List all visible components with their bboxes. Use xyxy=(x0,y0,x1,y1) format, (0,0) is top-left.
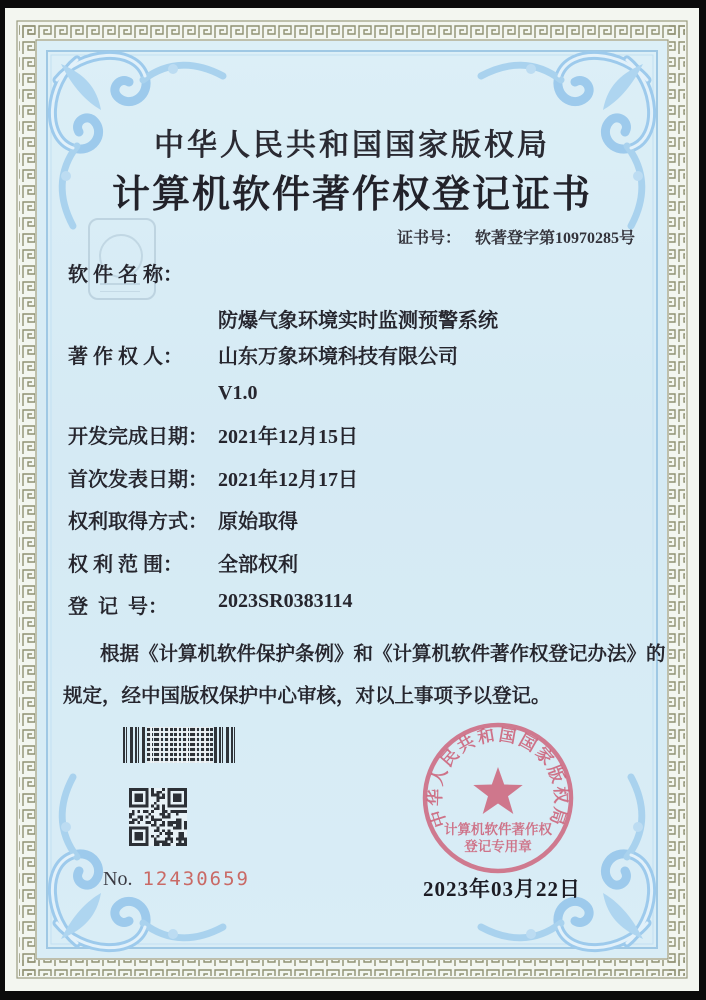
qr-module xyxy=(179,835,182,838)
seal-ring-text: 中华人民共和国国家版权局 xyxy=(425,725,571,830)
qr-module xyxy=(157,807,160,810)
qr-module xyxy=(143,810,146,813)
field-value: 山东万象环境科技有限公司 xyxy=(218,346,458,368)
qr-module xyxy=(151,824,154,827)
qr-module xyxy=(157,840,160,843)
qr-code xyxy=(129,788,187,846)
field-row-copyright-owner xyxy=(68,340,458,369)
qr-module xyxy=(165,810,168,813)
qr-module xyxy=(165,840,168,843)
qr-module xyxy=(151,818,154,821)
field-label: 权利取得方式： xyxy=(68,511,208,533)
qr-module xyxy=(157,835,160,838)
qr-module xyxy=(170,838,173,841)
qr-module xyxy=(170,840,173,843)
qr-module xyxy=(157,791,160,794)
field-label: 软 件 名 称： xyxy=(68,264,183,286)
qr-module xyxy=(168,821,171,824)
qr-module xyxy=(146,816,149,819)
qr-module xyxy=(168,816,171,819)
qr-module xyxy=(151,816,154,819)
certificate-number-value: 软著登字第10970285号 xyxy=(474,230,635,247)
qr-module xyxy=(179,821,182,824)
authority-title: 中华人民共和国国家版权局 xyxy=(154,129,550,162)
qr-module xyxy=(162,813,165,816)
field-label: 首次发表日期： xyxy=(68,469,208,491)
qr-module xyxy=(157,843,160,846)
qr-module xyxy=(162,805,165,808)
field-label: 开发完成日期： xyxy=(68,426,208,448)
qr-module xyxy=(137,821,140,824)
qr-module xyxy=(181,843,184,846)
qr-module xyxy=(151,791,154,794)
serial-number: 12430659 xyxy=(142,868,250,890)
field-value: 全部权利 xyxy=(218,554,298,576)
field-row-acquisition-method xyxy=(68,505,298,534)
qr-module xyxy=(170,832,173,835)
qr-module xyxy=(129,813,132,816)
qr-module xyxy=(148,821,151,824)
certificate-page xyxy=(5,8,699,991)
qr-module xyxy=(173,810,176,813)
software-version: V1.0 xyxy=(218,382,258,404)
qr-module xyxy=(162,824,165,827)
qr-module xyxy=(176,827,179,830)
qr-module xyxy=(140,818,143,821)
qr-module xyxy=(154,818,157,821)
qr-module xyxy=(184,821,187,824)
qr-module xyxy=(159,818,162,821)
qr-module xyxy=(154,838,157,841)
qr-module xyxy=(176,824,179,827)
qr-module xyxy=(162,843,165,846)
qr-module xyxy=(154,843,157,846)
qr-module xyxy=(154,821,157,824)
qr-module xyxy=(173,827,176,830)
qr-module xyxy=(154,802,157,805)
field-label: 权 利 范 围： xyxy=(68,554,183,576)
qr-module xyxy=(154,829,157,832)
qr-module xyxy=(181,810,184,813)
field-row-registration-number xyxy=(68,590,352,619)
qr-module xyxy=(176,810,179,813)
qr-module xyxy=(181,835,184,838)
qr-module xyxy=(157,829,160,832)
software-name: 防爆气象环境实时监测预警系统 xyxy=(218,310,498,332)
qr-module xyxy=(170,824,173,827)
qr-module xyxy=(165,832,168,835)
qr-module xyxy=(140,816,143,819)
qr-module xyxy=(151,835,154,838)
qr-module xyxy=(181,832,184,835)
qr-module xyxy=(159,796,162,799)
qr-module xyxy=(154,824,157,827)
qr-module xyxy=(157,827,160,830)
qr-module xyxy=(135,794,143,802)
qr-module xyxy=(154,807,157,810)
qr-module xyxy=(129,816,132,819)
qr-module xyxy=(165,838,168,841)
field-value: 原始取得 xyxy=(218,511,298,533)
field-row-dev-complete-date xyxy=(68,420,358,449)
qr-module xyxy=(162,821,165,824)
certificate-number-label: 证书号： xyxy=(396,230,461,247)
qr-module xyxy=(162,810,165,813)
qr-module xyxy=(176,843,179,846)
qr-module xyxy=(162,794,165,797)
copyright-seal xyxy=(413,713,583,883)
seal-caption-line2: 登记专用章 xyxy=(464,839,532,854)
qr-module xyxy=(132,818,135,821)
qr-module xyxy=(176,818,179,821)
issue-date: 2023年03月22日 xyxy=(423,877,581,901)
qr-module xyxy=(179,827,182,830)
qr-module xyxy=(162,829,165,832)
field-label: 著 作 权 人： xyxy=(68,346,183,368)
qr-module xyxy=(151,794,154,797)
qr-module xyxy=(132,810,135,813)
statement-line-1: 根据《计算机软件保护条例》和《计算机软件著作权登记办法》的 xyxy=(100,644,666,665)
qr-module xyxy=(179,824,182,827)
qr-module xyxy=(179,838,182,841)
registration-number: 2023SR0383114 xyxy=(218,590,353,612)
qr-module xyxy=(184,838,187,841)
qr-module xyxy=(159,832,162,835)
qr-module xyxy=(179,810,182,813)
qr-module xyxy=(170,821,173,824)
qr-module xyxy=(162,840,165,843)
qr-module xyxy=(168,843,171,846)
qr-module xyxy=(159,813,162,816)
field-value: 2021年12月17日 xyxy=(218,469,358,491)
serial-row xyxy=(103,868,250,891)
qr-module xyxy=(148,813,151,816)
certificate-number-row xyxy=(397,225,635,248)
qr-module xyxy=(168,838,171,841)
qr-module xyxy=(159,840,162,843)
qr-module xyxy=(162,788,165,791)
field-label: 登 记 号： xyxy=(68,596,168,618)
qr-module xyxy=(157,794,160,797)
qr-module xyxy=(168,835,171,838)
seal-star-icon xyxy=(473,767,522,814)
qr-module xyxy=(159,824,162,827)
qr-module xyxy=(162,796,165,799)
barcode xyxy=(123,727,237,763)
qr-module xyxy=(157,805,160,808)
qr-module xyxy=(154,794,157,797)
qr-module xyxy=(135,832,143,840)
certificate-title: 计算机软件著作权登记证书 xyxy=(111,174,592,216)
qr-module xyxy=(151,810,154,813)
qr-module xyxy=(176,838,179,841)
qr-module xyxy=(168,829,171,832)
qr-module xyxy=(157,818,160,821)
field-value: 2021年12月15日 xyxy=(218,426,358,448)
qr-module xyxy=(184,843,187,846)
qr-module xyxy=(146,821,149,824)
qr-module xyxy=(179,843,182,846)
qr-module xyxy=(176,813,179,816)
qr-module xyxy=(162,816,165,819)
qr-module xyxy=(151,805,154,808)
qr-module xyxy=(179,832,182,835)
qr-module xyxy=(165,816,168,819)
qr-module xyxy=(157,796,160,799)
qr-module xyxy=(173,794,181,802)
qr-module xyxy=(168,832,171,835)
qr-module xyxy=(151,788,154,791)
qr-module xyxy=(157,799,160,802)
qr-module xyxy=(176,821,179,824)
qr-module xyxy=(184,840,187,843)
qr-module xyxy=(146,810,149,813)
qr-module xyxy=(170,810,173,813)
qr-module xyxy=(184,810,187,813)
qr-module xyxy=(184,824,187,827)
qr-module xyxy=(159,791,162,794)
qr-module xyxy=(165,843,168,846)
field-row-first-publish-date xyxy=(68,463,358,492)
qr-module xyxy=(132,821,135,824)
qr-module xyxy=(179,840,182,843)
qr-module xyxy=(179,818,182,821)
qr-module xyxy=(168,824,171,827)
qr-module xyxy=(154,840,157,843)
qr-module xyxy=(173,821,176,824)
qr-module xyxy=(168,813,171,816)
qr-module xyxy=(129,821,132,824)
qr-module xyxy=(132,813,135,816)
field-row-rights-scope xyxy=(68,548,298,577)
qr-module xyxy=(184,827,187,830)
seal-caption-line1: 计算机软件著作权 xyxy=(444,822,552,837)
qr-module xyxy=(137,816,140,819)
qr-module xyxy=(162,807,165,810)
serial-label: No. xyxy=(103,868,133,890)
qr-module xyxy=(181,838,184,841)
qr-module xyxy=(135,818,138,821)
statement-line-2: 规定，经中国版权保护中心审核，对以上事项予以登记。 xyxy=(63,686,551,707)
qr-module xyxy=(137,810,140,813)
